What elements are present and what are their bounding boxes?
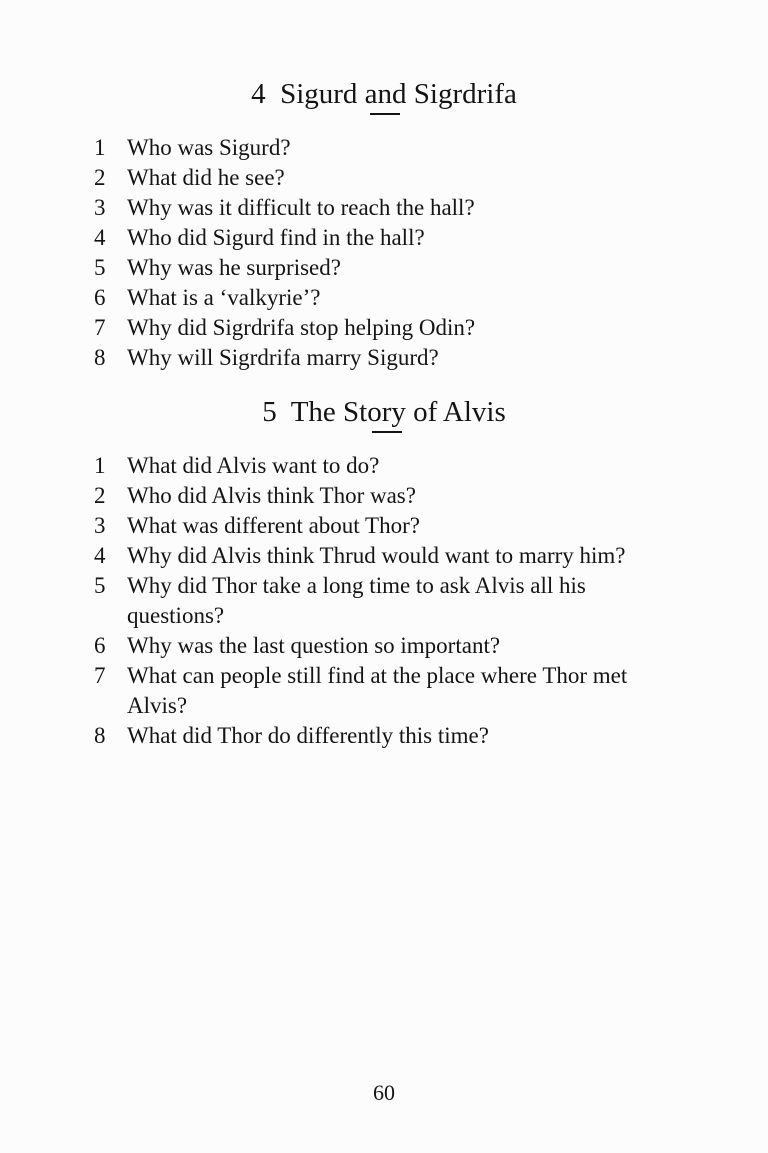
question-number: 7 (94, 315, 106, 340)
question-number: 2 (94, 483, 106, 508)
question-number: 8 (94, 723, 106, 748)
section-5-title-text: The Story of Alvis (290, 396, 506, 428)
section-4-title-text: Sigurd and Sigrdrifa (280, 78, 517, 110)
question-text: Why will Sigrdrifa marry Sigurd? (127, 345, 439, 370)
section-5-question-list (94, 451, 734, 751)
section-4-title-rule (370, 113, 400, 115)
question-number: 3 (94, 513, 106, 538)
list-item (94, 661, 734, 721)
question-number: 5 (94, 255, 106, 280)
question-text: What was different about Thor? (127, 513, 420, 538)
question-text: Why did Thor take a long time to ask Alvis all his questions? (127, 573, 586, 628)
question-number: 1 (94, 453, 106, 478)
page-number: 60 (373, 1080, 395, 1105)
list-item (94, 721, 734, 751)
section-4-question-list (94, 133, 734, 373)
list-item (94, 631, 734, 661)
question-number: 3 (94, 195, 106, 220)
list-item (94, 541, 734, 571)
question-number: 6 (94, 633, 106, 658)
list-item (94, 481, 734, 511)
question-text: What did Thor do differently this time? (127, 723, 489, 748)
question-number: 6 (94, 285, 106, 310)
list-item (94, 343, 734, 373)
question-text: Who was Sigurd? (127, 135, 291, 160)
section-5-title-rule (372, 431, 402, 433)
question-number: 4 (94, 225, 106, 250)
question-text: Why did Sigrdrifa stop helping Odin? (127, 315, 476, 340)
question-text: What did he see? (127, 165, 285, 190)
question-text: Why was it difficult to reach the hall? (127, 195, 475, 220)
question-number: 2 (94, 165, 106, 190)
list-item (94, 163, 734, 193)
question-number: 5 (94, 573, 106, 598)
question-number: 4 (94, 543, 106, 568)
question-text: Why did Alvis think Thrud would want to marry him? (127, 543, 626, 568)
section-4-number: 4 (251, 78, 266, 110)
question-text: Who did Alvis think Thor was? (127, 483, 416, 508)
section-5-number: 5 (262, 396, 277, 428)
list-item (94, 253, 734, 283)
list-item (94, 283, 734, 313)
section-5-title (0, 395, 768, 429)
question-number: 8 (94, 345, 106, 370)
question-number: 1 (94, 135, 106, 160)
question-text: What can people still find at the place where Thor met Alvis? (127, 663, 628, 718)
list-item (94, 133, 734, 163)
section-4-title (0, 77, 768, 111)
list-item (94, 193, 734, 223)
question-text: Why was he surprised? (127, 255, 341, 280)
question-text: What did Alvis want to do? (127, 453, 380, 478)
list-item (94, 451, 734, 481)
list-item (94, 313, 734, 343)
question-number: 7 (94, 663, 106, 688)
list-item (94, 223, 734, 253)
list-item (94, 571, 734, 631)
list-item (94, 511, 734, 541)
question-text: Who did Sigurd find in the hall? (127, 225, 425, 250)
question-text: Why was the last question so important? (127, 633, 501, 658)
question-text: What is a ‘valkyrie’? (127, 285, 321, 310)
